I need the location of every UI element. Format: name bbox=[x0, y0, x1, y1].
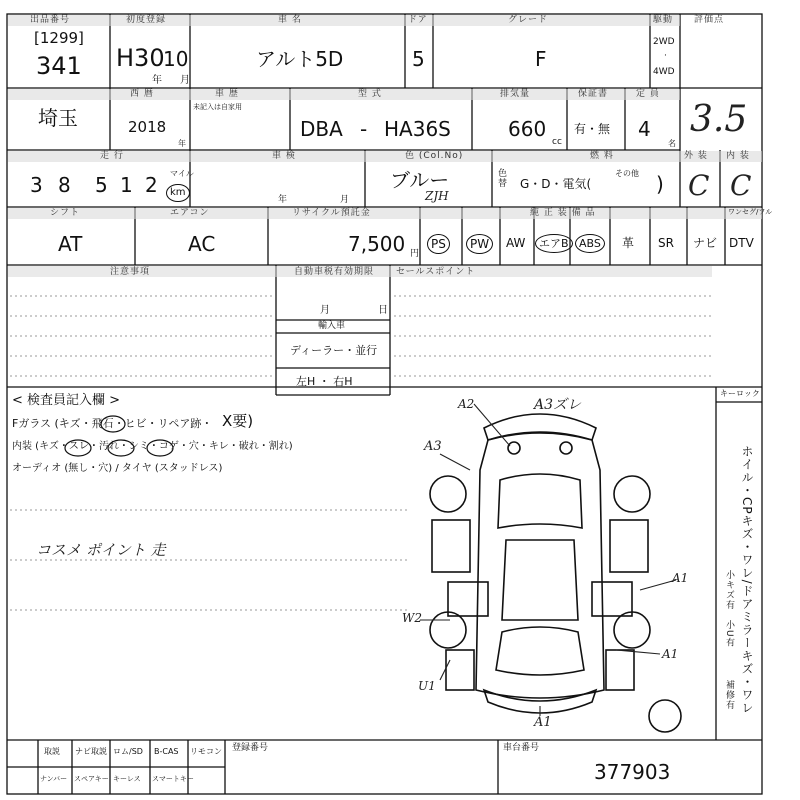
mileage-digit-2: 8 bbox=[58, 173, 71, 197]
damage-mark-a3-zure: A3ズレ bbox=[534, 397, 582, 413]
recycle-fee: 7,500 bbox=[348, 232, 406, 256]
import-label: 輸入車 bbox=[318, 321, 346, 331]
damage-mark-a1-rear: A1 bbox=[662, 647, 679, 661]
shift-value: AT bbox=[58, 232, 83, 256]
caution-label: 注意事項 bbox=[110, 267, 151, 277]
recycle-label: リサイクル預託金 bbox=[292, 208, 371, 218]
damage-mark-a1-bottom: A1 bbox=[534, 715, 552, 730]
equip-aw: AW bbox=[506, 236, 526, 250]
km-unit: km bbox=[166, 184, 190, 202]
registration-number-label: 登録番号 bbox=[232, 743, 269, 753]
mileage-digit-1: 3 bbox=[30, 173, 43, 197]
door-count: 5 bbox=[412, 47, 425, 71]
damage-mark-u1: U1 bbox=[418, 679, 436, 693]
cc-mark: cc bbox=[552, 137, 562, 147]
lot-bracket-number: [1299] bbox=[34, 29, 84, 47]
color-change: 色替 bbox=[496, 168, 506, 188]
first-registration-label: 初度登録 bbox=[126, 15, 167, 25]
damage-mark-a2: A2 bbox=[458, 397, 475, 411]
chassis-number: 377903 bbox=[594, 760, 671, 784]
vehicle-history-label: 車 歴 bbox=[215, 89, 239, 99]
footer-keyless: キーレス bbox=[113, 775, 141, 783]
interior-grade: C bbox=[730, 169, 752, 202]
equip-pw: PW bbox=[466, 234, 493, 254]
drive-separator: · bbox=[664, 51, 667, 61]
drive-2wd: 2WD bbox=[653, 37, 675, 47]
interior-label: 内 装 bbox=[726, 151, 750, 161]
equip-airbag: エアB bbox=[535, 234, 573, 253]
equip-leather: 革 bbox=[622, 236, 635, 250]
warranty-value: 有・無 bbox=[574, 122, 611, 136]
footer-manual: 取説 bbox=[44, 747, 60, 756]
footer-spare-key: スペアキー bbox=[74, 775, 109, 783]
car-name: アルト5D bbox=[256, 47, 344, 71]
mile-unit: マイル bbox=[170, 169, 194, 178]
lot-number: 341 bbox=[36, 52, 82, 80]
footer-rom-sd: ロム/SD bbox=[113, 747, 143, 756]
drive-4wd: 4WD bbox=[653, 67, 675, 77]
color-number: ZJH bbox=[425, 189, 449, 203]
model-label: 型 式 bbox=[358, 89, 382, 99]
footer-remote: リモコン bbox=[190, 747, 222, 756]
inspection-month-mark: 月 bbox=[340, 195, 350, 205]
door-label: ドア bbox=[408, 15, 428, 25]
grade-value: F bbox=[535, 47, 547, 71]
footer-smart-key: スマートキー bbox=[152, 775, 194, 783]
side-note-repaired: 補修有 bbox=[724, 680, 734, 710]
equipment-label: 純 正 装 備 品 bbox=[530, 208, 596, 218]
side-note-small-scratch: 小キズ有 bbox=[724, 570, 734, 610]
extra-label: ワンセグ/フル bbox=[728, 208, 773, 216]
displacement: 660 bbox=[508, 117, 547, 141]
car-name-label: 車 名 bbox=[278, 15, 302, 25]
history-note: 未記入は自家用 bbox=[193, 103, 242, 111]
equip-ps: PS bbox=[427, 234, 450, 254]
lot-number-label: 出品番号 bbox=[30, 15, 71, 25]
footer-number-plate: ナンバー bbox=[40, 775, 68, 783]
yen-mark: 円 bbox=[410, 249, 420, 259]
registration-month: 10 bbox=[163, 47, 189, 71]
sales-point-label: セールスポイント bbox=[396, 267, 476, 277]
model-code: HA36S bbox=[384, 117, 451, 141]
capacity-value: 4 bbox=[638, 117, 651, 141]
fuel-label: 燃 料 bbox=[590, 151, 614, 161]
key-lock-label: キーロック bbox=[720, 389, 760, 398]
fuel-other: その他 bbox=[615, 169, 639, 178]
color-value: ブルー bbox=[390, 168, 450, 192]
exterior-label: 外 装 bbox=[684, 151, 708, 161]
western-year-mark: 年 bbox=[178, 139, 186, 148]
damage-mark-w2: W2 bbox=[402, 611, 422, 625]
exterior-grade: C bbox=[688, 169, 710, 202]
inspector-title: < 検査員記入欄 > bbox=[12, 393, 121, 408]
mileage-digit-5: 2 bbox=[145, 173, 158, 197]
audio-tire-line: オーディオ (無し・穴) / タイヤ (スタッドレス) bbox=[12, 463, 223, 474]
interior-line: 内装 (キズ・スレ・汚れ・シミ・コゲ・穴・キレ・破れ・割れ) bbox=[12, 441, 293, 452]
fuel-value: G・D・電気( bbox=[520, 177, 592, 191]
capacity-mark: 名 bbox=[668, 139, 676, 148]
import-value: ディーラー・並行 bbox=[290, 344, 378, 357]
windshield-mark: X要) bbox=[222, 412, 254, 430]
western-year-label: 西 暦 bbox=[130, 89, 154, 99]
evaluation-score: 3.5 bbox=[690, 99, 748, 140]
handle-value: 左H ・ 右H bbox=[296, 375, 353, 388]
capacity-label: 定 員 bbox=[636, 89, 660, 99]
handwritten-note: コスメ ポイント 走 bbox=[36, 541, 166, 559]
region: 埼玉 bbox=[38, 106, 78, 130]
inspection-year-mark: 年 bbox=[278, 195, 288, 205]
equip-navi: ナビ bbox=[693, 236, 718, 250]
registration-era-year: H30 bbox=[116, 44, 165, 72]
drive-label: 駆動 bbox=[653, 15, 674, 25]
score-label: 評価点 bbox=[694, 15, 725, 25]
aircon-value: AC bbox=[188, 232, 216, 256]
model-dash: - bbox=[360, 117, 368, 141]
color-label: 色 (Col.No) bbox=[405, 151, 464, 161]
inspection-label: 車 検 bbox=[272, 151, 296, 161]
chassis-number-label: 車台番号 bbox=[503, 743, 540, 753]
footer-bcas: B-CAS bbox=[154, 747, 179, 756]
expiry-day-mark: 日 bbox=[378, 305, 388, 316]
footer-navi-manual: ナビ取説 bbox=[75, 747, 107, 756]
mileage-label: 走 行 bbox=[100, 151, 124, 161]
year-mark: 年 bbox=[152, 75, 162, 86]
equip-sunroof: SR bbox=[658, 236, 674, 250]
model-prefix: DBA bbox=[300, 117, 343, 141]
windshield-line: Fガラス (キズ・飛石・ヒビ・リペア跡・ bbox=[12, 417, 213, 430]
shift-label: シフト bbox=[50, 208, 81, 218]
western-year: 2018 bbox=[128, 118, 167, 136]
wheel-mirror-note: ホイル・CPキズ・ワレ/ドアミラーキズ・ワレ bbox=[740, 445, 754, 715]
mileage-digit-4: 1 bbox=[120, 173, 133, 197]
month-mark: 月 bbox=[180, 75, 190, 86]
damage-mark-a1-right: A1 bbox=[672, 571, 689, 585]
fuel-close: ) bbox=[656, 172, 664, 196]
damage-mark-a3: A3 bbox=[424, 439, 442, 454]
equip-dtv: DTV bbox=[729, 236, 754, 250]
tax-expiry-label: 自動車税有効期限 bbox=[294, 267, 375, 277]
mileage-digit-3: 5 bbox=[95, 173, 108, 197]
expiry-month-mark: 月 bbox=[320, 305, 330, 316]
warranty-label: 保証書 bbox=[578, 89, 609, 99]
displacement-label: 排気量 bbox=[500, 89, 531, 99]
equip-abs: ABS bbox=[575, 234, 605, 253]
aircon-label: エアコン bbox=[170, 208, 210, 218]
grade-label: グレード bbox=[508, 15, 549, 25]
side-note-small-dent: 小U有 bbox=[724, 620, 734, 648]
